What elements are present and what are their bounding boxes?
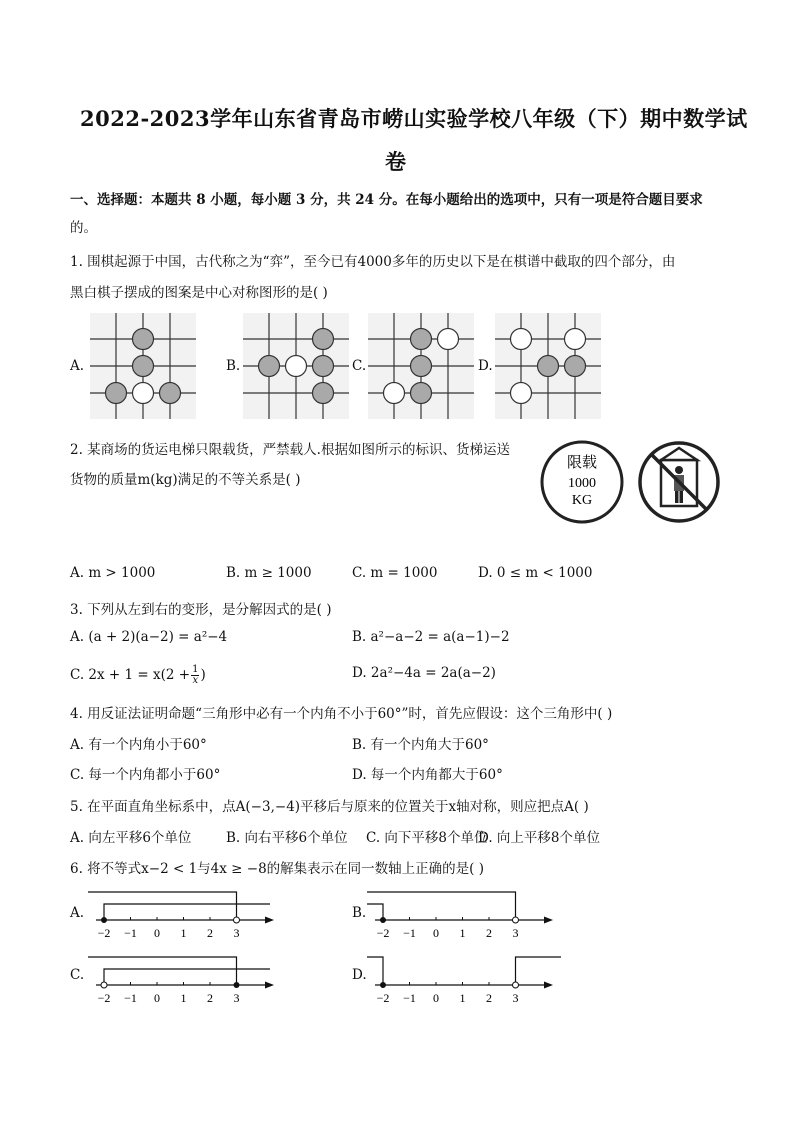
go-board-d bbox=[495, 313, 601, 419]
solution-ray bbox=[367, 904, 383, 920]
number-line-c bbox=[86, 945, 286, 1007]
tick-label: 1 bbox=[180, 926, 187, 940]
closed-dot bbox=[234, 982, 240, 988]
tick-label: 0 bbox=[433, 926, 439, 940]
page-title: 2022-2023学年山东省青岛市崂山实验学校八年级（下）期中数学试 bbox=[80, 106, 748, 131]
question-1-stem: 1. 围棋起源于中国，古代称之为“弈”，至今已有4000多年的历史以下是在棋谱中截取的四个部分，由 bbox=[70, 254, 676, 270]
q6-option-a-label: A. bbox=[70, 905, 85, 921]
black-stone bbox=[313, 329, 334, 350]
black-stone bbox=[133, 329, 154, 350]
tick-label: 3 bbox=[233, 991, 240, 1005]
closed-dot bbox=[380, 982, 386, 988]
q4-option-d: D. 每一个内角都大于60° bbox=[352, 767, 503, 783]
q2-option-b: B. m ≥ 1000 bbox=[226, 565, 312, 581]
tick-label: 2 bbox=[207, 926, 213, 940]
open-dot bbox=[234, 917, 240, 923]
axis-arrow bbox=[544, 982, 553, 989]
question-3-stem: 3. 下列从左到右的变形，是分解因式的是( ) bbox=[70, 602, 332, 618]
q1-option-c-label: C. bbox=[352, 358, 367, 374]
tick-label: −2 bbox=[376, 926, 390, 940]
q5-option-d: D. 向上平移8个单位 bbox=[478, 830, 601, 846]
question-5-stem: 5. 在平面直角坐标系中，点A(−3,−4)平移后与原来的位置关于x轴对称，则应把点A( ) bbox=[70, 799, 589, 815]
q5-option-a: A. 向左平移6个单位 bbox=[70, 830, 192, 846]
black-stone bbox=[259, 356, 280, 377]
white-stone bbox=[565, 329, 586, 350]
white-stone bbox=[384, 383, 405, 404]
solution-ray bbox=[88, 957, 237, 985]
q6-option-d-label: D. bbox=[352, 967, 367, 983]
q1-option-b-label: B. bbox=[226, 358, 241, 374]
solution-ray bbox=[516, 957, 562, 985]
open-dot bbox=[101, 982, 107, 988]
no-passenger-sign-icon bbox=[637, 440, 721, 524]
fraction-denominator: x bbox=[192, 675, 199, 686]
white-stone bbox=[511, 383, 532, 404]
tick-label: −2 bbox=[97, 991, 111, 1005]
tick-label: 1 bbox=[180, 991, 187, 1005]
number-line-b bbox=[365, 880, 565, 942]
number-line-a bbox=[86, 880, 286, 942]
q3-option-b: B. a²−a−2 = a(a−1)−2 bbox=[352, 629, 510, 645]
question-6-stem: 6. 将不等式x−2 < 1与4x ≥ −8的解集表示在同一数轴上正确的是( ) bbox=[70, 861, 484, 877]
black-stone bbox=[133, 356, 154, 377]
black-stone bbox=[160, 383, 181, 404]
tick-label: 2 bbox=[207, 991, 213, 1005]
tick-label: 0 bbox=[433, 991, 439, 1005]
tick-label: 0 bbox=[154, 991, 160, 1005]
tick-label: −2 bbox=[97, 926, 111, 940]
white-stone bbox=[511, 329, 532, 350]
tick-label: −1 bbox=[403, 991, 416, 1005]
q6-option-b-label: B. bbox=[352, 905, 367, 921]
fraction bbox=[191, 665, 199, 686]
closed-dot bbox=[101, 917, 107, 923]
section-header-line2: 的。 bbox=[70, 220, 97, 236]
black-stone bbox=[411, 356, 432, 377]
axis-arrow bbox=[265, 982, 274, 989]
black-stone bbox=[411, 383, 432, 404]
q1-option-d-label: D. bbox=[478, 358, 493, 374]
tick-label: 3 bbox=[233, 926, 240, 940]
sign-text-limit: 限载 bbox=[566, 455, 598, 471]
sign-text-1000: 1000 bbox=[568, 476, 596, 491]
go-board-a bbox=[90, 313, 196, 419]
black-stone bbox=[313, 383, 334, 404]
tick-label: −1 bbox=[124, 926, 137, 940]
tick-label: 1 bbox=[459, 991, 466, 1005]
question-2-stem: 2. 某商场的货运电梯只限载货，严禁载人.根据如图所示的标识、货梯运送 bbox=[70, 442, 510, 458]
tick-label: −2 bbox=[376, 991, 390, 1005]
go-board-c bbox=[368, 313, 474, 419]
q2-option-a: A. m > 1000 bbox=[70, 565, 156, 581]
go-board-b bbox=[243, 313, 349, 419]
q3-option-c bbox=[70, 665, 206, 686]
q4-option-b: B. 有一个内角大于60° bbox=[352, 737, 489, 753]
q2-option-c: C. m = 1000 bbox=[352, 565, 438, 581]
q5-option-c: C. 向下平移8个单位 bbox=[366, 830, 488, 846]
q2-option-d: D. 0 ≤ m < 1000 bbox=[478, 565, 593, 581]
tick-label: 3 bbox=[512, 991, 519, 1005]
tick-label: −1 bbox=[124, 991, 137, 1005]
black-stone bbox=[313, 356, 334, 377]
open-dot bbox=[513, 982, 519, 988]
tick-label: 2 bbox=[486, 991, 492, 1005]
solution-ray bbox=[104, 904, 270, 920]
axis-arrow bbox=[544, 917, 553, 924]
q6-option-c-label: C. bbox=[70, 967, 85, 983]
sign-text-kg: KG bbox=[571, 493, 593, 508]
black-stone bbox=[411, 329, 432, 350]
black-stone bbox=[565, 356, 586, 377]
tick-label: 0 bbox=[154, 926, 160, 940]
tick-label: 2 bbox=[486, 926, 492, 940]
white-stone bbox=[133, 383, 154, 404]
q3-option-a: A. (a + 2)(a−2) = a²−4 bbox=[70, 629, 228, 645]
white-stone bbox=[286, 356, 307, 377]
q1-option-a-label: A. bbox=[70, 358, 85, 374]
solution-ray bbox=[104, 969, 270, 985]
white-stone bbox=[438, 329, 459, 350]
q3-option-d: D. 2a²−4a = 2a(a−2) bbox=[352, 665, 496, 681]
question-1-stem-line2: 黑白棋子摆成的图案是中心对称图形的是( ) bbox=[70, 285, 328, 301]
closed-dot bbox=[380, 917, 386, 923]
axis-arrow bbox=[265, 917, 274, 924]
question-2-stem-line2: 货物的质量m(kg)满足的不等关系是( ) bbox=[70, 472, 301, 488]
tick-label: −1 bbox=[403, 926, 416, 940]
black-stone bbox=[106, 383, 127, 404]
tick-label: 3 bbox=[512, 926, 519, 940]
load-limit-sign bbox=[540, 440, 624, 524]
black-stone bbox=[538, 356, 559, 377]
q3-option-c-suffix: ) bbox=[200, 667, 206, 683]
solution-ray bbox=[88, 892, 237, 920]
page-title-continued: 卷 bbox=[385, 149, 407, 174]
q5-option-b: B. 向右平移6个单位 bbox=[226, 830, 348, 846]
question-4-stem: 4. 用反证法证明命题“三角形中必有一个内角不小于60°”时，首先应假设：这个三角形中( ) bbox=[70, 706, 613, 722]
solution-ray bbox=[367, 892, 516, 920]
q4-option-c: C. 每一个内角都小于60° bbox=[70, 767, 221, 783]
open-dot bbox=[513, 917, 519, 923]
q3-option-c-prefix: C. 2x + 1 = x(2 + bbox=[70, 667, 191, 683]
q4-option-a: A. 有一个内角小于60° bbox=[70, 737, 207, 753]
section-header-line1: 一、选择题：本题共 8 小题，每小题 3 分，共 24 分。在每小题给出的选项中，只有一项是符合题目要求 bbox=[70, 192, 703, 208]
tick-label: 1 bbox=[459, 926, 466, 940]
solution-ray bbox=[367, 957, 383, 985]
fraction-numerator: 1 bbox=[192, 664, 199, 675]
number-line-d bbox=[365, 945, 565, 1007]
